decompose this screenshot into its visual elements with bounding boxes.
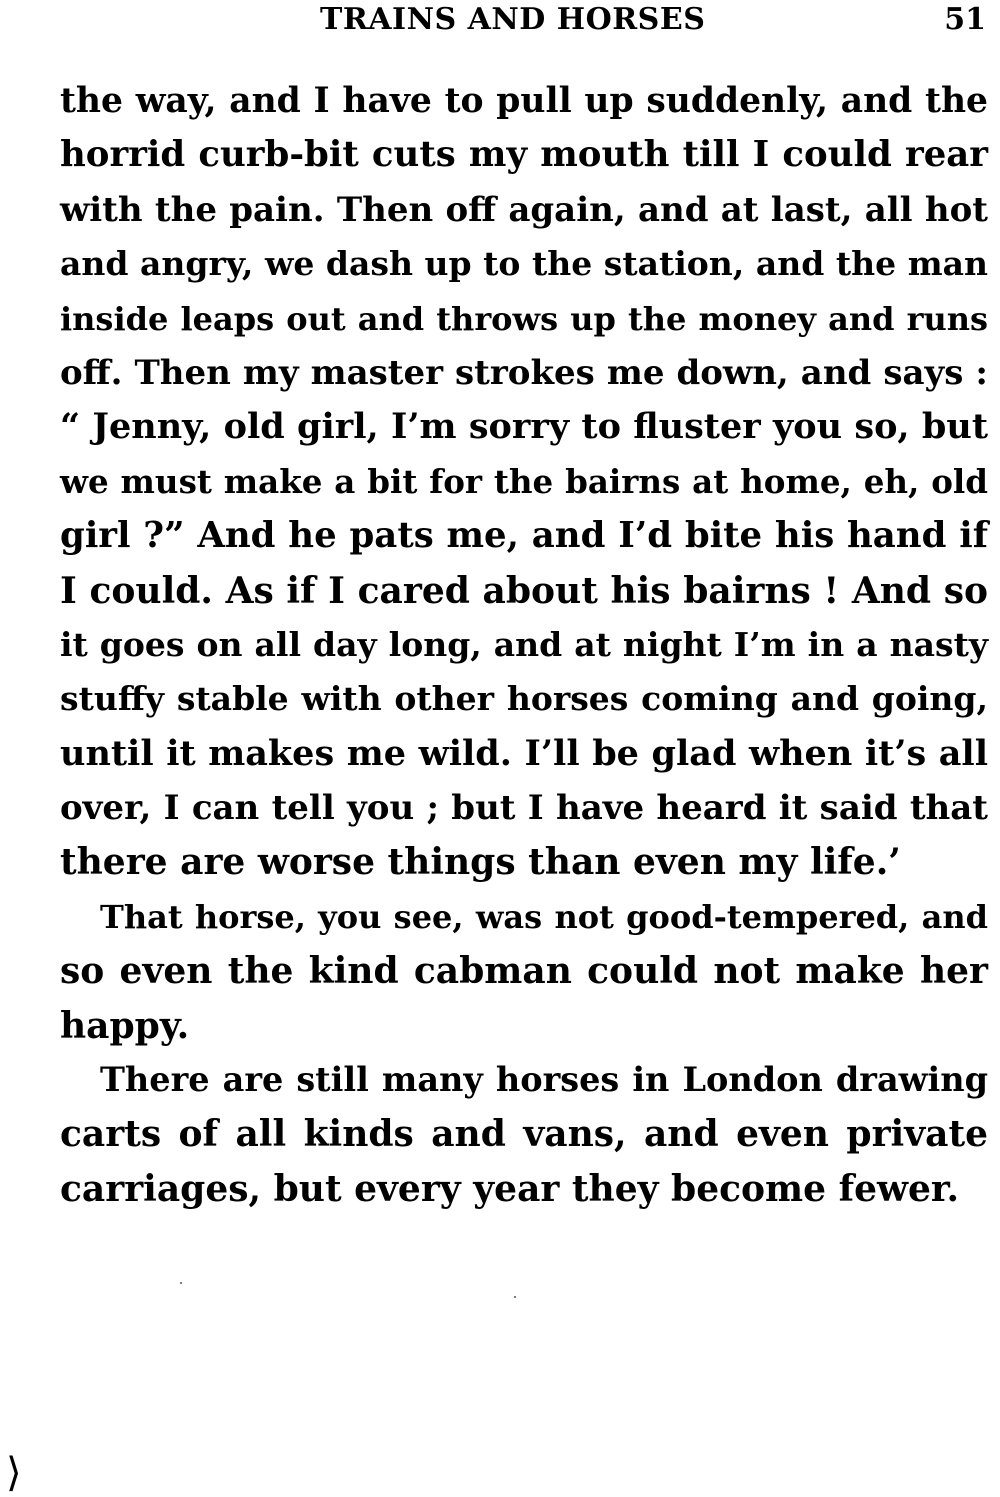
text-line: girl ?” And he pats me, and I’d bite his hand if xyxy=(60,515,988,557)
text-line: over, I can tell you ; but I have heard it said that xyxy=(60,788,988,829)
text-line: That horse, you see, was not good-tempered, and xyxy=(100,897,988,936)
text-line: it goes on all day long, and at night I’m in a nasty xyxy=(60,624,988,664)
text-line: “ Jenny, old girl, I’m sorry to fluster you so, but xyxy=(60,406,988,448)
text-line: so even the kind cabman could not make her xyxy=(60,950,988,993)
scan-speck xyxy=(514,1296,516,1298)
text-line: carts of all kinds and vans, and even private xyxy=(60,1113,988,1156)
text-line: stuffy stable with other horses coming and going, xyxy=(60,679,988,719)
text-line: with the pain. Then off again, and at last, all hot xyxy=(60,189,988,230)
paragraph-1 xyxy=(60,74,988,890)
running-head xyxy=(0,2,1000,42)
running-title: TRAINS AND HORSES xyxy=(320,2,706,37)
paragraph-3 xyxy=(60,1053,988,1216)
text-line: happy. xyxy=(60,1004,190,1047)
stray-scan-mark: ⟩ xyxy=(6,1450,22,1496)
text-line: I could. As if I cared about his bairns ! And so xyxy=(60,569,988,612)
text-line: there are worse things than even my life.’ xyxy=(60,841,901,884)
text-line: the way, and I have to pull up suddenly, and the xyxy=(60,81,988,121)
text-line: There are still many horses in London drawing xyxy=(100,1060,988,1100)
text-line: carriages, but every year they become fewer. xyxy=(60,1167,960,1210)
text-body xyxy=(60,74,988,1216)
text-line: until it makes me wild. I’ll be glad when it’s all xyxy=(60,732,988,774)
text-line: horrid curb-bit cuts my mouth till I could rear xyxy=(60,134,988,176)
text-line: we must make a bit for the bairns at home, eh, old xyxy=(60,461,988,501)
page-number: 51 xyxy=(944,2,986,37)
text-line: inside leaps out and throws up the money and runs xyxy=(60,299,988,338)
text-line: off. Then my master strokes me down, and says : xyxy=(60,352,988,393)
paragraph-2 xyxy=(60,890,988,1053)
text-line: and angry, we dash up to the station, and the man xyxy=(60,244,988,284)
scan-speck xyxy=(180,1282,182,1284)
